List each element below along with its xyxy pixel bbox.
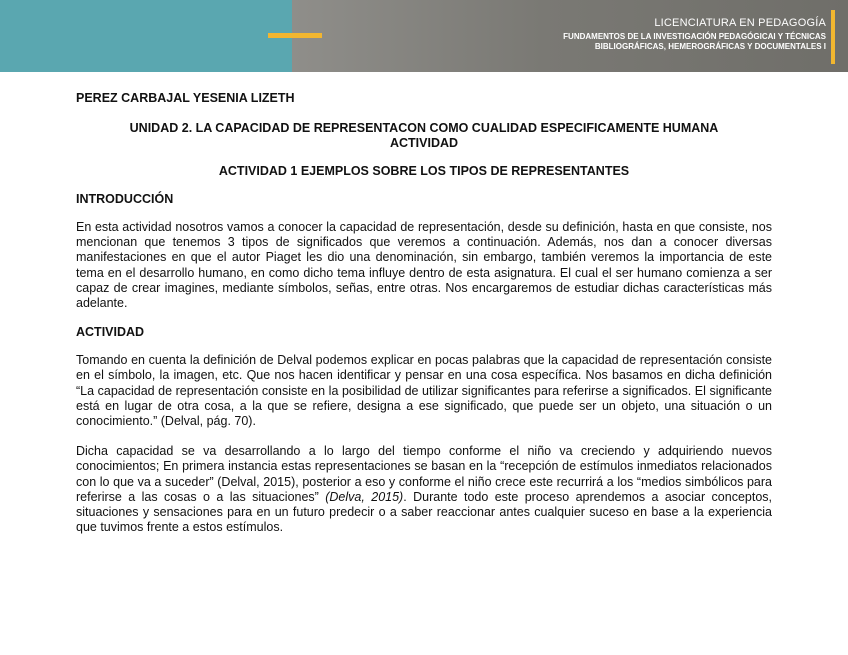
unit-title: UNIDAD 2. LA CAPACIDAD DE REPRESENTACON COMO CUALIDAD ESPECIFICAMENTE HUMANA: [129, 121, 719, 135]
paragraph-2-text: Dicha capacidad se va desarrollando a lo largo del tiempo conforme el niño va creciendo y adquiriendo nuevos conocimientos; En primera instancia estas representaciones se basan en la “recepción de estímulos inmediatos relacionados con lo que va a suceder” (Delval, 2015), posterior a eso y conforme el niño crece este recurrirá a los “medios simbólicos para referirse a las cosas o a las situaciones”: [76, 444, 772, 504]
document-body: [76, 91, 772, 549]
banner-accent-bar: [268, 33, 322, 38]
course-title-line2: BIBLIOGRÁFICAS, HEMEROGRÁFICAS Y DOCUMENTALES I: [594, 42, 826, 51]
program-title: LICENCIATURA EN PEDAGOGÍA: [654, 17, 826, 29]
header-banner: [0, 0, 848, 72]
paragraph-2-text-end: . Durante todo este proceso aprendemos a asociar conceptos, situaciones y sensaciones para en un futuro predecir o a saber reaccionar antes cualquier suceso en base a la experiencia que tuvimos frente a estos estímulos.: [76, 489, 773, 535]
unit-subtitle: ACTIVIDAD: [389, 136, 459, 150]
course-title-line1: FUNDAMENTOS DE LA INVESTIGACIÓN PEDAGÓGICAI Y TÉCNICAS: [563, 32, 826, 41]
banner-teal-panel: [0, 0, 292, 72]
introduction-paragraph: En esta actividad nosotros vamos a conocer la capacidad de representación, desde su definición, hasta en que consiste, nos mencionan que tenemos 3 tipos de significados que veremos a continuación. Además, nos dan a conocer diversas manifestaciones en que el autor Piaget les dio una denominación, sin embargo, también veremos la importancia de este tema en el desarrollo humano, en como dicho tema influye dentro de esta asignatura. El cual el ser humano comienza a ser capaz de crear imagines, mediante símbolos, señas, entre otras. Nos encargaremos de estudiar dichas características más adelante.: [76, 220, 772, 311]
banner-accent-vertical: [831, 10, 835, 64]
introduction-heading: INTRODUCCIÓN: [76, 192, 174, 206]
author-name: PEREZ CARBAJAL YESENIA LIZETH: [76, 91, 295, 105]
paragraph-2-citation: (Delva, 2015): [318, 489, 404, 504]
activity-paragraph-1: Tomando en cuenta la definición de Delval podemos explicar en pocas palabras que la capacidad de representación consiste en el símbolo, la imagen, etc. Que nos hacen identificar y pensar en una cosa específica. Nos basamos en dicha definición “La capacidad de representación consiste en la posibilidad de utilizar significantes para referirse a significados. El significante está en lugar de otra cosa, a la que se refiere, designa a ese significado, que puede ser un objeto, una situación o un conocimiento.” (Delval, pág. 70).: [76, 353, 772, 429]
activity-heading: ACTIVIDAD: [76, 325, 145, 340]
activity-paragraph-2: [76, 444, 772, 535]
activity-title: ACTIVIDAD 1 EJEMPLOS SOBRE LOS TIPOS DE REPRESENTANTES: [218, 164, 630, 178]
